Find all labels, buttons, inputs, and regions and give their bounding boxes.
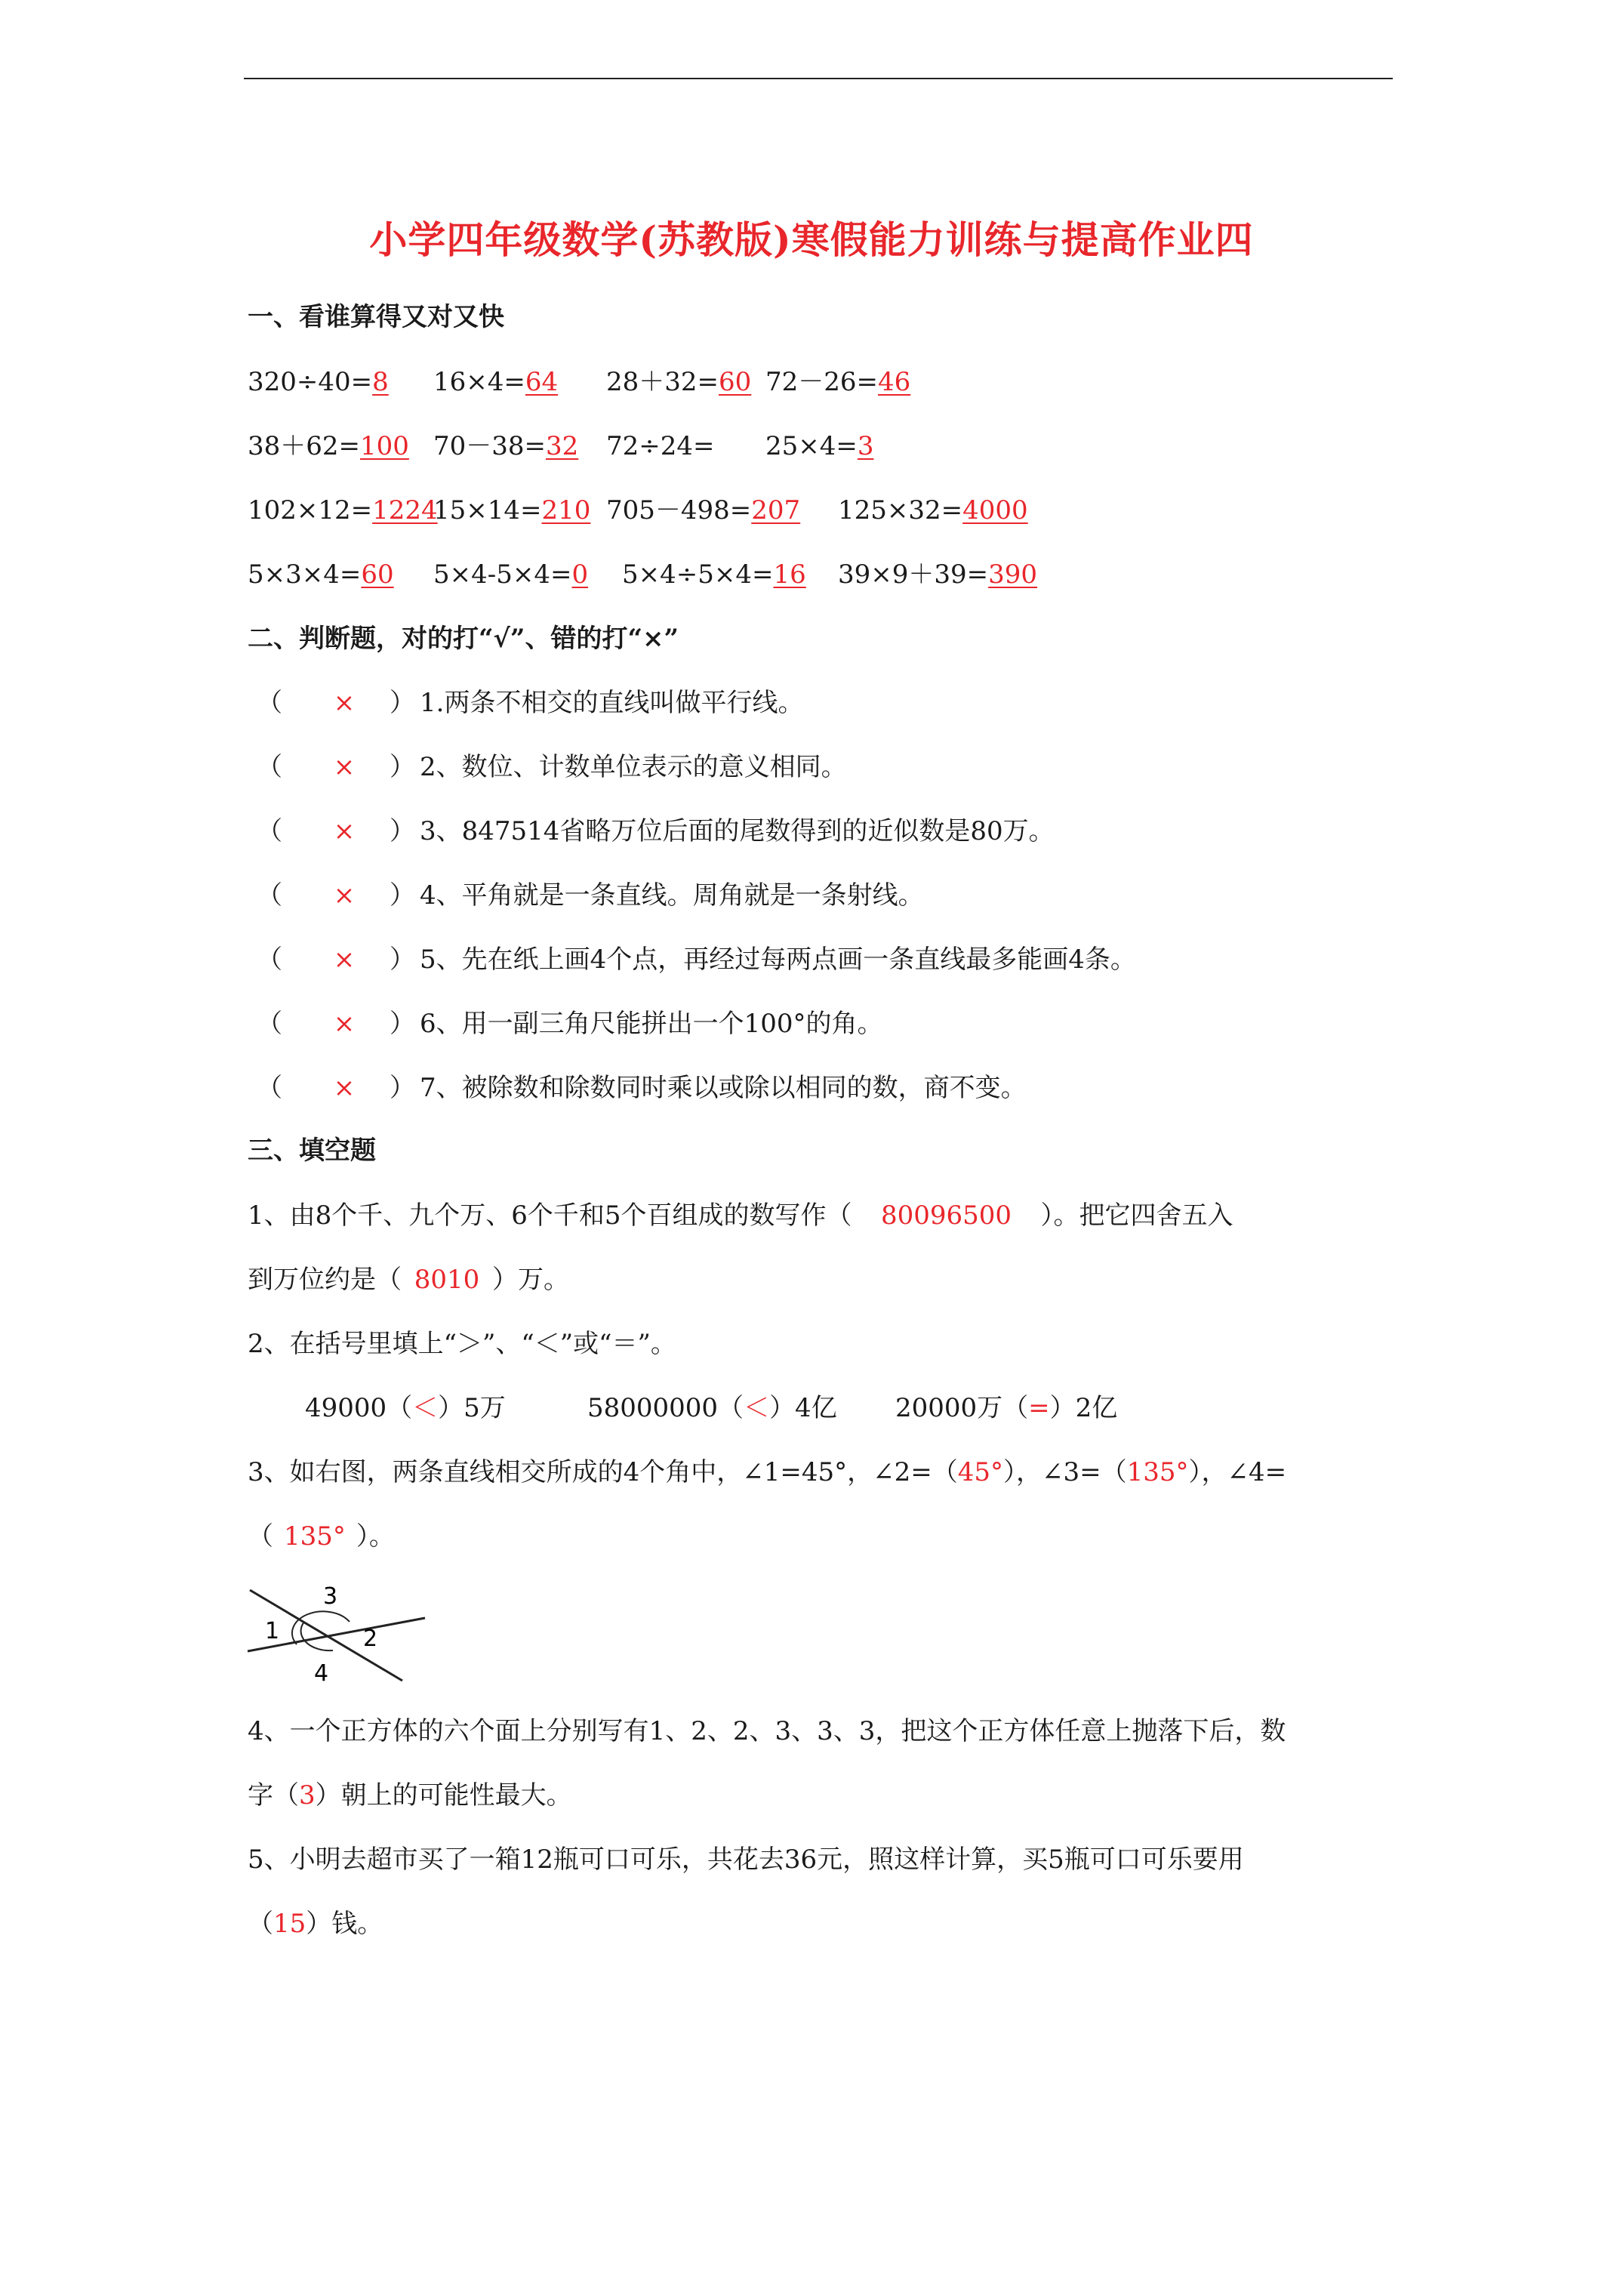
calc-answer: 16 <box>773 559 806 590</box>
calc-answer: 60 <box>719 367 752 397</box>
q1-answer: 8010 <box>414 1265 480 1295</box>
q4-text: 字（ <box>248 1780 299 1811</box>
calc-item <box>433 558 588 591</box>
q3-text: 3、如右图，两条直线相交所成的4个角中，∠1=45°，∠2=（ <box>248 1457 958 1487</box>
calc-item <box>248 430 409 463</box>
q3-line2 <box>248 1520 395 1553</box>
judge-item: （ × ） 5、先在纸上画4个点，再经过每两点画一条直线最多能画4条。 <box>257 945 1136 975</box>
compare-answer: ＜ <box>744 1393 770 1423</box>
calc-answer: 210 <box>541 495 591 525</box>
calc-item <box>838 494 1028 527</box>
judge-mark: × <box>333 752 356 782</box>
angle-label-1: 1 <box>265 1618 280 1644</box>
q4-line2 <box>248 1779 572 1812</box>
judge-item: （ × ） 2、数位、计数单位表示的意义相同。 <box>257 752 847 782</box>
compare-right: ）4亿 <box>769 1393 837 1423</box>
q1-text: 到万位约是（ <box>248 1265 402 1295</box>
angle-label-3: 3 <box>323 1583 338 1610</box>
calc-item <box>248 494 438 527</box>
calc-item <box>765 430 874 463</box>
q4-text: ）朝上的可能性最大。 <box>315 1780 572 1811</box>
judge-item: （ × ） 3、847514省略万位后面的尾数得到的近似数是80万。 <box>257 816 1055 846</box>
calc-item <box>248 558 394 591</box>
judge-mark: × <box>333 1009 356 1039</box>
calc-expr: 39×9＋39= <box>838 559 989 590</box>
q3-text: ），∠3=（ <box>1003 1457 1127 1487</box>
q3-text: ）。 <box>356 1521 395 1552</box>
q5-text: （ <box>248 1909 273 1939</box>
calc-expr: 28＋32= <box>606 367 719 397</box>
compare-right: ）2亿 <box>1049 1393 1118 1423</box>
compare-left: 58000000（ <box>587 1393 744 1423</box>
judge-item: （ × ） 7、被除数和除数同时乘以或除以相同的数，商不变。 <box>257 1073 1027 1103</box>
q3-answer: 135° <box>284 1521 346 1552</box>
q5-line1: 5、小明去超市买了一箱12瓶可口可乐，共花去36元，照这样计算，买5瓶可口可乐要用 <box>248 1845 1244 1875</box>
calc-expr: 72－26= <box>765 367 879 397</box>
judge-text: 3、847514省略万位后面的尾数得到的近似数是80万。 <box>420 816 1055 846</box>
calc-answer: 390 <box>988 559 1038 590</box>
section2-heading: 二、判断题，对的打“√”、错的打“×” <box>248 624 679 654</box>
judge-text: 4、平角就是一条直线。周角就是一条射线。 <box>420 880 924 911</box>
calc-item <box>248 365 389 399</box>
judge-text: 5、先在纸上画4个点，再经过每两点画一条直线最多能画4条。 <box>420 945 1136 975</box>
judge-mark: × <box>333 816 356 846</box>
calc-expr: 125×32= <box>838 495 963 525</box>
judge-item: （ × ） 6、用一副三角尺能拼出一个100°的角。 <box>257 1009 883 1039</box>
calc-expr: 102×12= <box>248 495 373 525</box>
calc-expr: 705－498= <box>606 495 752 525</box>
q1-answer: 80096500 <box>881 1200 1012 1231</box>
compare-left: 20000万（ <box>895 1393 1029 1423</box>
compare-answer: ＜ <box>412 1393 439 1423</box>
calc-answer: 32 <box>546 431 579 461</box>
calc-answer: 46 <box>878 367 911 397</box>
q1-text: ）。把它四舍五入 <box>1040 1200 1233 1231</box>
q1-text: 1、由8个千、九个万、6个千和5个百组成的数写作（ <box>248 1200 852 1231</box>
q5-answer: 15 <box>273 1909 306 1939</box>
judge-mark: × <box>333 945 356 975</box>
calc-answer: 207 <box>751 495 801 525</box>
calc-item <box>606 494 800 527</box>
judge-text: 1.两条不相交的直线叫做平行线。 <box>420 688 804 718</box>
angle-label-4: 4 <box>314 1660 329 1687</box>
intersecting-lines-figure <box>244 1576 440 1690</box>
calc-answer: 64 <box>525 367 559 397</box>
calc-expr: 16×4= <box>433 367 525 397</box>
header-rule <box>244 78 1393 79</box>
calc-answer: 8 <box>372 367 389 397</box>
judge-text: 7、被除数和除数同时乘以或除以相同的数，商不变。 <box>420 1073 1027 1103</box>
judge-item: （ × ） 4、平角就是一条直线。周角就是一条射线。 <box>257 880 924 911</box>
q3-answer: 135° <box>1126 1457 1189 1487</box>
section1-heading: 一、看谁算得又对又快 <box>248 302 504 332</box>
q4-answer: 3 <box>299 1780 316 1811</box>
section3-heading: 三、填空题 <box>248 1136 376 1166</box>
calc-item <box>433 430 578 463</box>
q3-answer: 45° <box>957 1457 1004 1487</box>
calc-expr: 5×4÷5×4= <box>622 559 774 590</box>
q1-line1 <box>248 1199 1233 1232</box>
calc-item <box>606 365 751 399</box>
page-title: 小学四年级数学(苏教版)寒假能力训练与提高作业四 <box>369 217 1254 262</box>
judge-mark: × <box>333 1073 356 1103</box>
calc-expr: 5×4-5×4= <box>433 559 572 590</box>
calc-answer: 3 <box>857 431 874 461</box>
q4-line1: 4、一个正方体的六个面上分别写有1、2、2、3、3、3，把这个正方体任意上抛落下后，数 <box>248 1716 1286 1746</box>
calc-item <box>622 558 806 591</box>
q3-text: ），∠4= <box>1188 1457 1287 1487</box>
calc-expr: 70－38= <box>433 431 547 461</box>
calc-expr: 320÷40= <box>248 367 373 397</box>
angle-label-2: 2 <box>363 1626 378 1652</box>
compare-right: ）5万 <box>438 1393 506 1423</box>
compare-item <box>895 1391 1117 1425</box>
judge-mark: × <box>333 880 356 911</box>
compare-left: 49000（ <box>305 1393 413 1423</box>
calc-item <box>838 558 1037 591</box>
calc-expr: 15×14= <box>433 495 542 525</box>
judge-mark: × <box>333 688 356 718</box>
calc-item <box>606 430 715 463</box>
calc-answer: 60 <box>361 559 394 590</box>
compare-item <box>305 1391 506 1425</box>
calc-expr: 5×3×4= <box>248 559 362 590</box>
calc-answer: 4000 <box>962 495 1028 525</box>
calc-answer: 1224 <box>372 495 438 525</box>
q1-line2 <box>248 1263 569 1296</box>
calc-item <box>765 365 910 399</box>
calc-answer: 100 <box>360 431 409 461</box>
q2-text: 2、在括号里填上“＞”、“＜”或“＝”。 <box>248 1329 676 1359</box>
calc-expr: 72÷24= <box>606 431 715 461</box>
q5-line2 <box>248 1907 383 1940</box>
q5-text: ）钱。 <box>306 1909 383 1939</box>
calc-expr: 38＋62= <box>248 431 361 461</box>
q1-text: ）万。 <box>492 1265 569 1295</box>
compare-item <box>587 1391 837 1425</box>
compare-answer: = <box>1028 1393 1050 1423</box>
q3-line1 <box>248 1456 1286 1489</box>
judge-item: （ × ） 1.两条不相交的直线叫做平行线。 <box>257 688 804 718</box>
judge-text: 6、用一副三角尺能拼出一个100°的角。 <box>420 1009 883 1039</box>
calc-item <box>433 365 558 399</box>
calc-item <box>433 494 590 527</box>
calc-answer: 0 <box>571 559 589 590</box>
judge-text: 2、数位、计数单位表示的意义相同。 <box>420 752 847 782</box>
q3-text: （ <box>248 1521 273 1552</box>
calc-expr: 25×4= <box>765 431 858 461</box>
